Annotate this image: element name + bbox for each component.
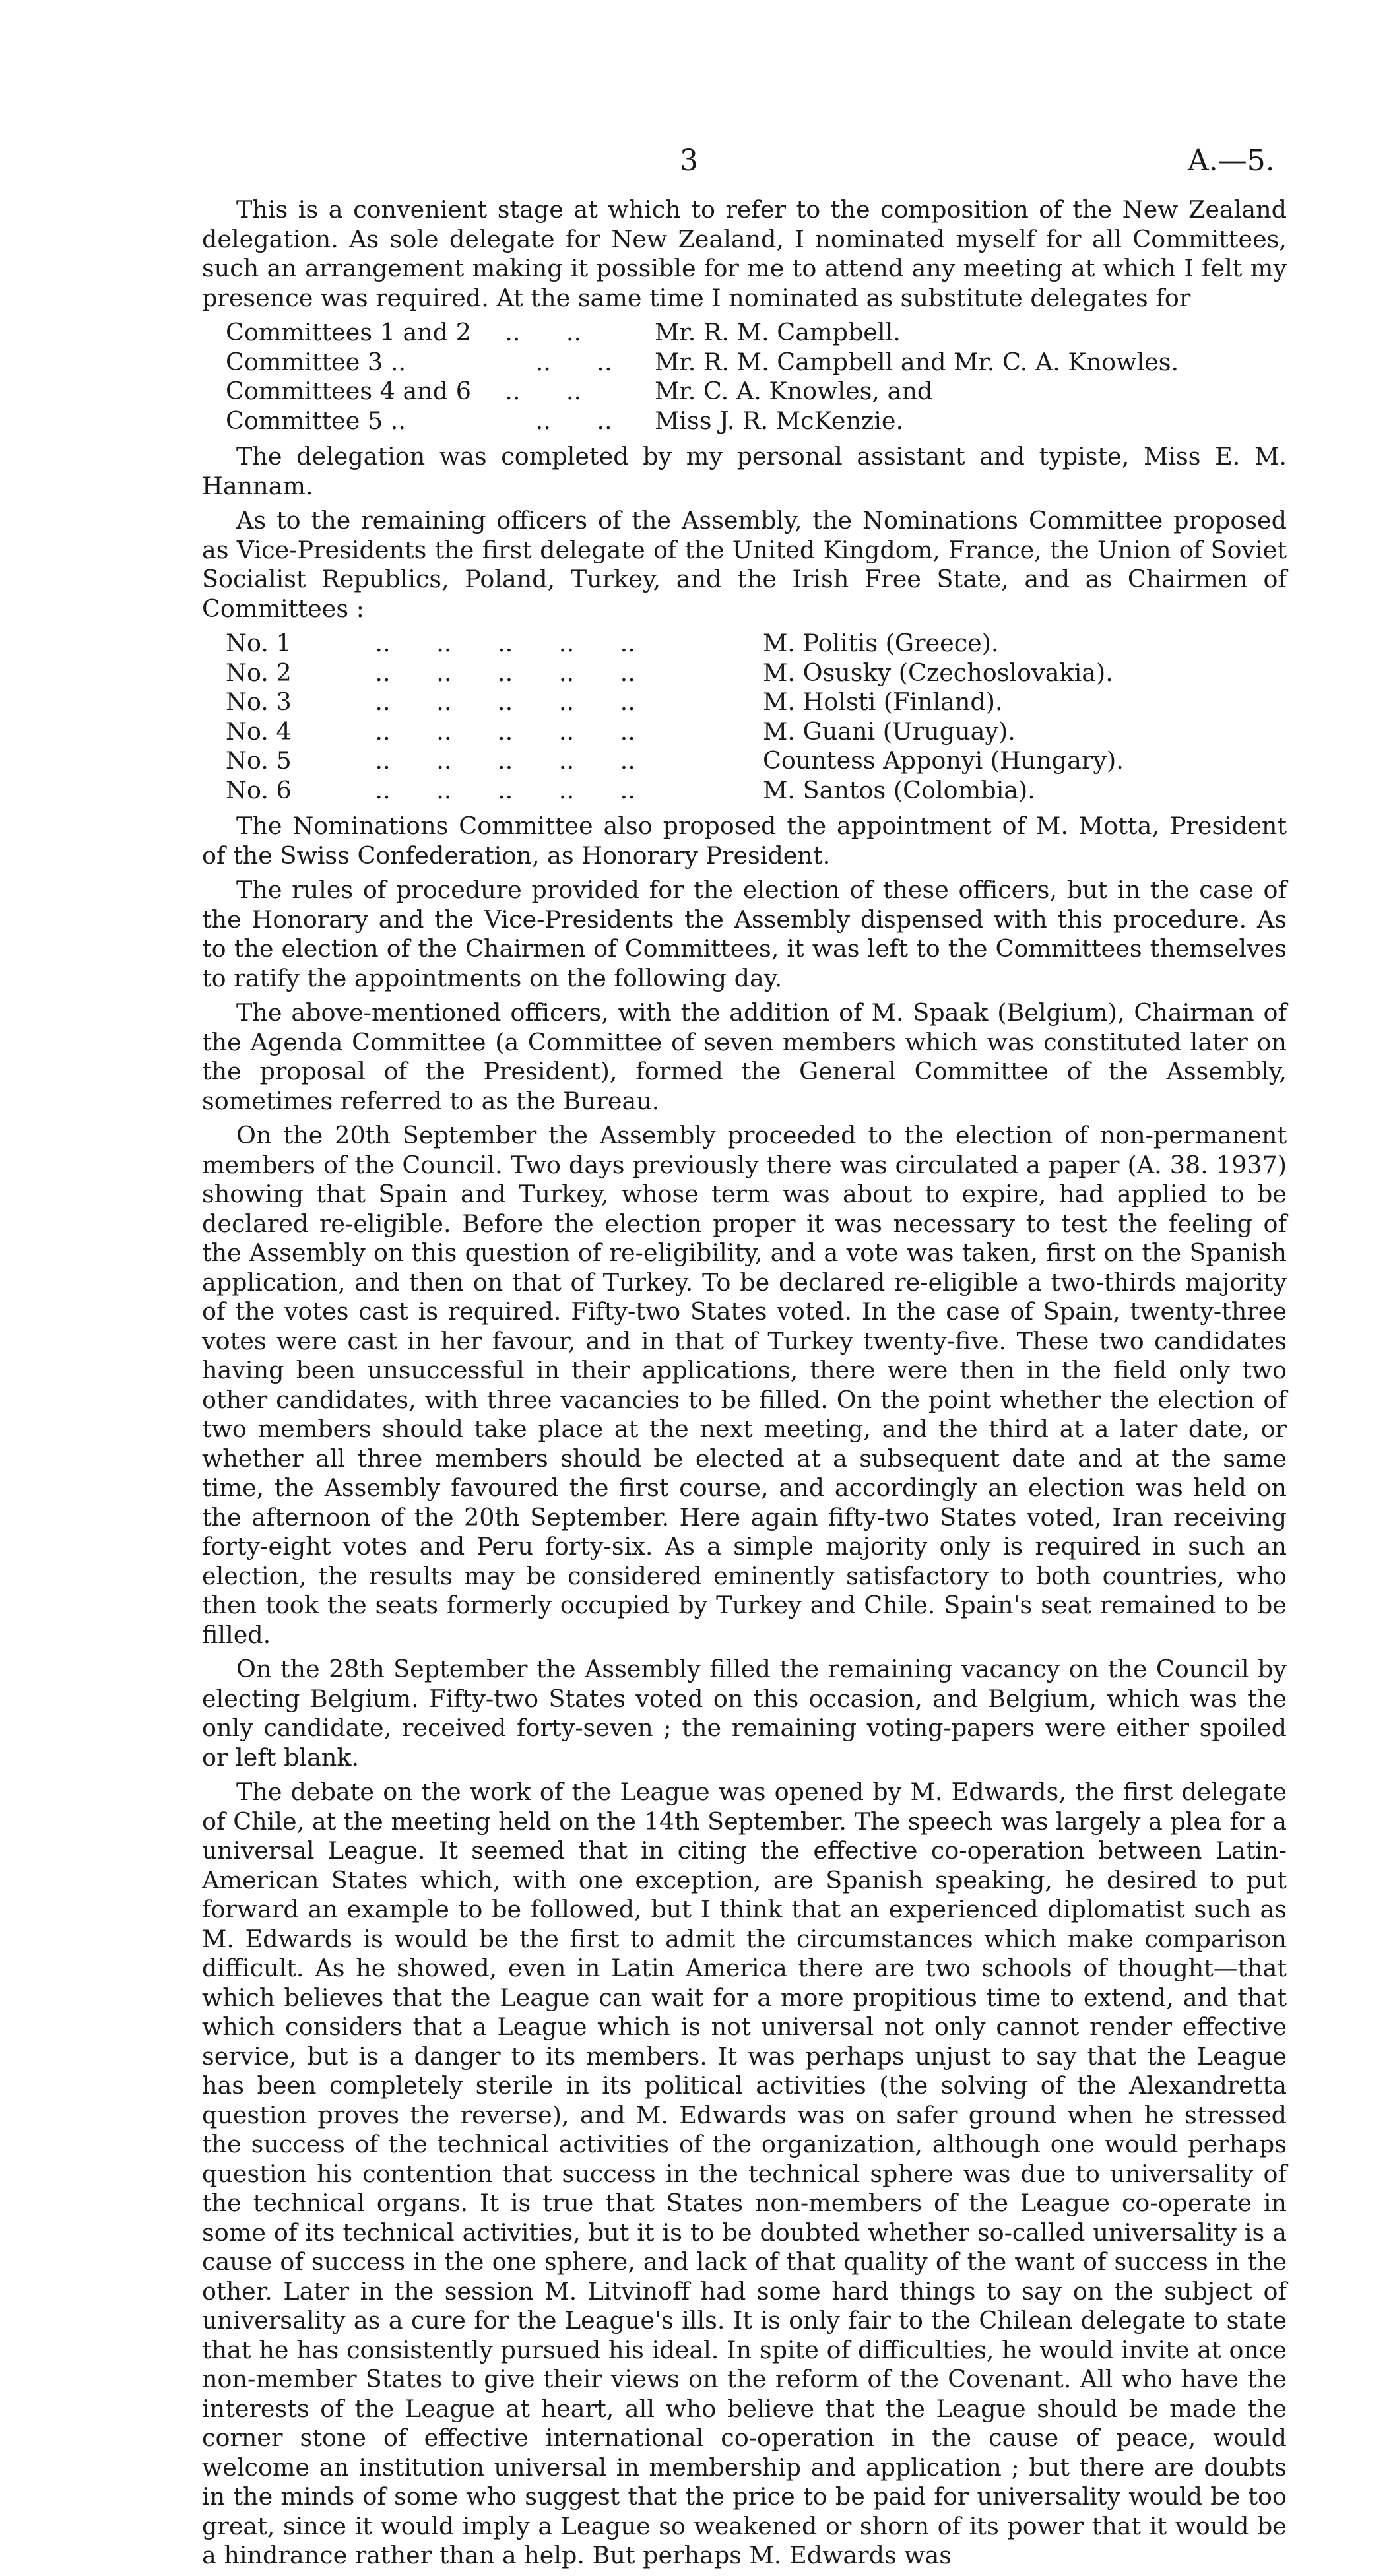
chairman-name: Countess Apponyi (Hungary). — [763, 746, 1124, 775]
committee-number: No. 5 — [226, 746, 292, 775]
leader-dots: .. .. .. .. .. — [344, 629, 635, 657]
committee-number: No. 1 — [226, 629, 292, 657]
list-item — [202, 406, 1287, 436]
chairman-name: M. Politis (Greece). — [763, 629, 999, 657]
document-body — [202, 195, 1287, 2576]
paragraph: The delegation was completed by my personal assistant and typiste, Miss E. M. Hannam. — [202, 442, 1287, 500]
chairman-name: M. Guani (Uruguay). — [763, 717, 1016, 746]
paragraph: On the 20th September the Assembly proceeded to the election of non-permanent members of the Council. Two days previously there was circulated a paper (A. 38. 1937) showing that Spain and Turkey, whose term was about to expire, had applied to be declared re-eligible. Before the election proper it was necessary to test the feeling of the Assembly on this question of re-eligibility, and a vote was taken, first on the Spanish application, and then on that of Turkey. To be declared re-eligible a two-thirds majority of the votes cast is required. Fifty-two States voted. In the case of Spain, twenty-three votes were cast in her favour, and in that of Turkey twenty-five. These two candidates having been unsuccessful in their applications, there were then in the field only two other candidates, with three vacancies to be filled. On the point whether the election of two members should take place at the next meeting, and the third at a later date, or whether all three members should be elected at a subsequent date and at the same time, the Assembly favoured the first course, and accordingly an election was held on the afternoon of the 20th September. Here again fifty-two States voted, Iran receiving forty-eight votes and Peru forty-six. As a simple majority only is required in such an election, the results may be considered eminently satisfactory to both countries, who then took the seats formerly occupied by Turkey and Chile. Spain's seat remained to be filled. — [202, 1121, 1287, 1649]
list-item — [202, 746, 1287, 776]
leader-dots: .. .. .. .. .. — [344, 717, 635, 746]
committee-label: Committees 1 and 2 — [226, 318, 471, 346]
committee-label: Committee 3 .. — [226, 347, 406, 376]
list-item — [202, 629, 1287, 659]
chairmen-list — [202, 629, 1287, 805]
delegate-names: Mr. R. M. Campbell and Mr. C. A. Knowles. — [655, 347, 1179, 376]
committee-label: Committee 5 .. — [226, 406, 406, 435]
list-item — [202, 348, 1287, 377]
paragraph: The rules of procedure provided for the election of these officers, but in the case of the Honorary and the Vice-Presidents the Assembly dispensed with this procedure. As to the election of the Chairmen of Committees, it was left to the Committees themselves to ratify the appointments on the following day. — [202, 876, 1287, 992]
leader-dots: .. .. .. .. .. — [344, 775, 635, 804]
paragraph: As to the remaining officers of the Assembly, the Nominations Committee proposed as Vice-Presidents the first delegate of the United Kingdom, France, the Union of Soviet Socialist Republics, Poland, Turkey, and the Irish Free State, and as Chairmen of Committees : — [202, 506, 1287, 623]
page-number: 3 — [680, 144, 698, 177]
leader-dots: .. .. — [490, 318, 582, 346]
committee-number: No. 4 — [226, 717, 292, 746]
committee-number: No. 3 — [226, 688, 292, 716]
list-item — [202, 318, 1287, 348]
delegate-names: Miss J. R. McKenzie. — [655, 406, 904, 435]
paragraph: The debate on the work of the League was opened by M. Edwards, the first delegate of Chile, at the meeting held on the 14th September. The speech was largely a plea for a universal League. It seemed that in citing the effective co-operation between Latin-American States which, with one exception, are Spanish speaking, he desired to put forward an example to be followed, but I think that an experienced diplomatist such as M. Edwards is would be the first to admit the circumstances which make comparison difficult. As he showed, even in Latin America there are two schools of thought—that which believes that the League can wait for a more propitious time to extend, and that which considers that a League which is not universal not only cannot render effective service, but is a danger to its members. It was perhaps unjust to say that the League has been completely sterile in its political activities (the solving of the Alexandretta question proves the reverse), and M. Edwards was on safer ground when he stressed the success of the technical activities of the organization, although one would perhaps question his contention that success in the technical sphere was due to universality of the technical organs. It is true that States non-members of the League co-operate in some of its technical activities, but it is to be doubted whether so-called universality is a cause of success in the one sphere, and lack of that quality of the want of success in the other. Later in the session M. Litvinoff had some hard things to say on the subject of universality as a cure for the League's ills. It is only fair to the Chilean delegate to state that he has consistently pursued his ideal. In spite of difficulties, he would invite at once non-member States to give their views on the reform of the Covenant. All who have the interests of the League at heart, all who believe that the League should be made the corner stone of effective international co-operation in the cause of peace, would welcome an institution universal in membership and application ; but there are doubts in the minds of some who suggest that the price to be paid for universality would be too great, since it would imply a League so weakened or shorn of its power that it would be a hindrance rather than a help. But perhaps M. Edwards was — [202, 1778, 1287, 2569]
leader-dots: .. .. .. .. .. — [344, 688, 635, 716]
substitute-delegates-list — [202, 318, 1287, 435]
list-item — [202, 688, 1287, 717]
delegate-names: Mr. C. A. Knowles, and — [655, 377, 933, 405]
leader-dots: .. .. — [490, 347, 612, 376]
list-item — [202, 377, 1287, 406]
paragraph: This is a convenient stage at which to refer to the composition of the New Zealand delegation. As sole delegate for New Zealand, I nominated myself for all Committees, such an arrangement making it possible for me to attend any meeting at which I felt my presence was required. At the same time I nominated as substitute delegates for — [202, 195, 1287, 312]
committee-number: No. 2 — [226, 658, 292, 687]
committee-number: No. 6 — [226, 775, 292, 804]
leader-dots: .. .. .. .. .. — [344, 658, 635, 687]
paragraph: On the 28th September the Assembly filled the remaining vacancy on the Council by electing Belgium. Fifty-two States voted on this occasion, and Belgium, which was the only candidate, received forty-seven ; the remaining voting-papers were either spoiled or left blank. — [202, 1655, 1287, 1772]
page-reference: A.—5. — [1188, 144, 1275, 177]
paragraph: The Nominations Committee also proposed the appointment of M. Motta, President of the Swiss Confederation, as Honorary President. — [202, 812, 1287, 870]
chairman-name: M. Holsti (Finland). — [763, 688, 1003, 716]
paragraph: The above-mentioned officers, with the addition of M. Spaak (Belgium), Chairman of the Agenda Committee (a Committee of seven members which was constituted later on the proposal of the President), formed the General Committee of the Assembly, sometimes referred to as the Bureau. — [202, 998, 1287, 1115]
chairman-name: M. Santos (Colombia). — [763, 775, 1035, 804]
list-item — [202, 717, 1287, 747]
committee-label: Committees 4 and 6 — [226, 377, 471, 405]
delegate-names: Mr. R. M. Campbell. — [655, 318, 901, 346]
chairman-name: M. Osusky (Czechoslovakia). — [763, 658, 1113, 687]
leader-dots: .. .. — [490, 406, 612, 435]
leader-dots: .. .. — [490, 377, 582, 405]
list-item — [202, 659, 1287, 688]
list-item — [202, 776, 1287, 806]
leader-dots: .. .. .. .. .. — [344, 746, 635, 775]
